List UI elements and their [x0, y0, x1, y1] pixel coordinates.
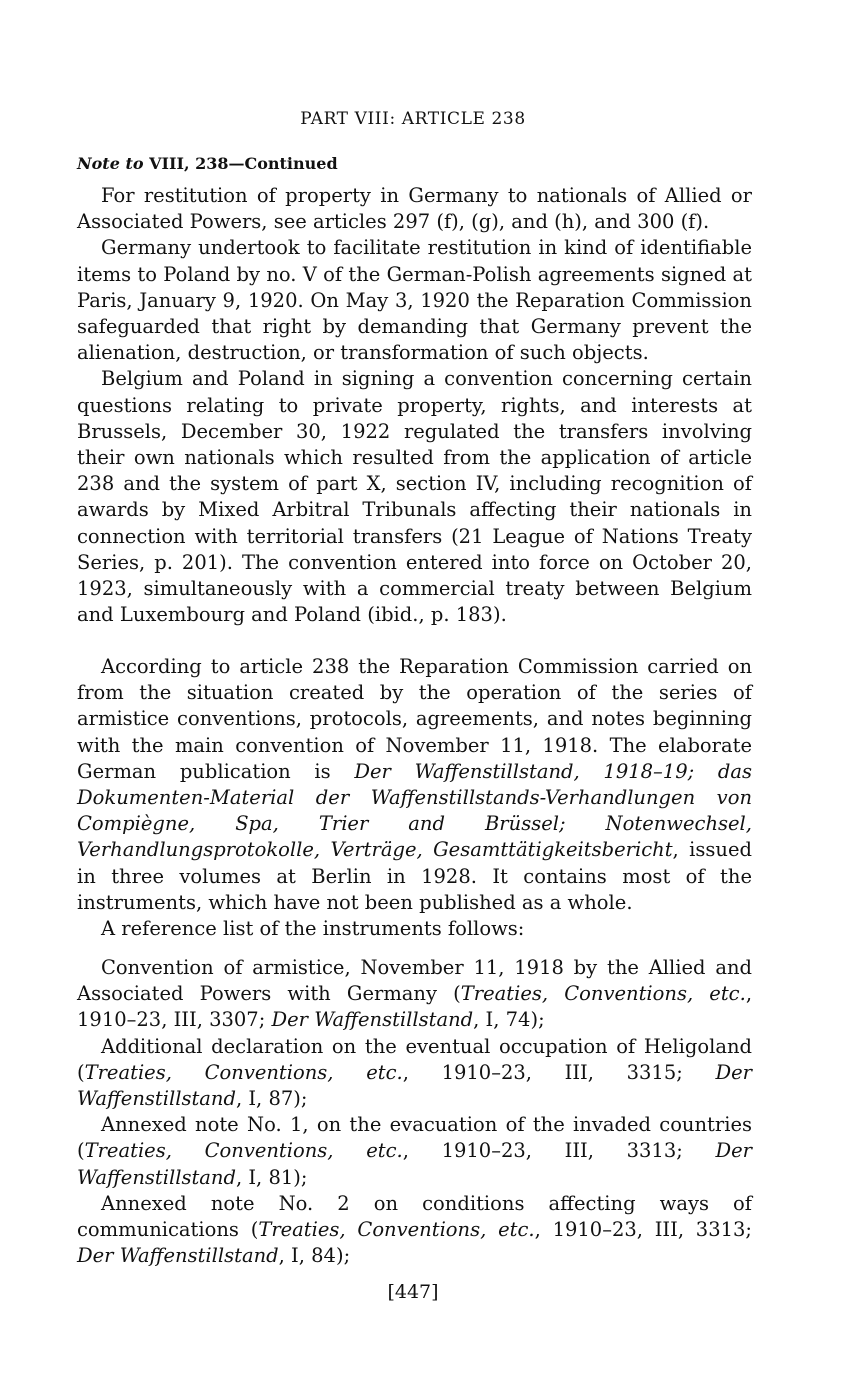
entry-citation: Treaties, Conventions, etc.	[258, 1218, 535, 1242]
entry-citation: Der Waffenstillstand	[77, 1060, 752, 1111]
note-label: VIII, 238—Continued	[149, 154, 338, 173]
entry-text: , I, 84);	[278, 1244, 351, 1268]
paragraph-reference-intro: A reference list of the instruments follows:	[101, 917, 525, 940]
entry-citation: Treaties, Conventions, etc.	[460, 982, 746, 1006]
running-head: PART VIII: ARTICLE 238	[300, 109, 526, 129]
instrument-entry	[77, 1191, 752, 1270]
reference-list-intro	[77, 916, 752, 942]
paragraph-poland-restitution: Germany undertook to facilitate restitution in kind of identifiable items to Poland by no. V of the German-Polish agreements signed at Paris, January 9, 1920. On May 3, 1920 the Reparation Commission safeguarded that right by demanding that Germany prevent the alienation, destruction, or transformation of such objects.	[77, 236, 752, 365]
entry-citation: Der Waffenstillstand	[77, 1139, 752, 1189]
entry-text: Annexed note No. 1, on the evacuation of the invaded countries (	[77, 1113, 752, 1163]
instrument-entry	[77, 1112, 752, 1191]
entry-text: , 1910–23, III, 3315;	[402, 1060, 716, 1084]
entry-text: , I, 87);	[235, 1087, 308, 1111]
entry-citation: Der Waffenstillstand	[77, 1244, 279, 1268]
instrument-entry	[77, 1034, 752, 1113]
paragraph-armistice	[77, 654, 752, 916]
entry-text: , I, 81);	[235, 1165, 308, 1189]
instrument-entry	[77, 955, 752, 1034]
paragraph-restitution-germany: For restitution of property in Germany to nationals of Allied or Associated Powers, see articles 297 (f), (g), and (h), and 300 (f).	[77, 184, 752, 234]
armistice-text-a: According to article 238 the Reparation Commission carried on from the situation created by the operation of the series of armistice conventions, protocols, agreements, and notes beginning with the main convention of November 11, 1918. The elaborate German publication is	[77, 655, 752, 783]
page-number: [447]	[387, 1281, 439, 1303]
armistice-section	[77, 654, 752, 916]
entry-text: , 1910–23, III, 3313;	[402, 1139, 716, 1163]
note-body	[77, 183, 752, 628]
publication-title: Der Waffenstillstand, 1918–19; das Dokumenten-Material der Waffenstillstands-Verhandlungen von Compiègne, Spa, Trier and Brüssel; Notenwechsel, Verhandlungsprotokolle, Verträge, Gesamttätigkeitsbericht	[77, 759, 752, 862]
entry-citation: Treaties, Conventions, etc.	[84, 1060, 403, 1084]
entry-text: , 1910–23, III, 3307;	[77, 982, 753, 1032]
entry-citation: Treaties, Conventions, etc.	[84, 1139, 403, 1163]
entry-text: , 1910–23, III, 3313;	[534, 1218, 753, 1242]
entry-text: Annexed note No. 2 on conditions affecting ways of communications (	[77, 1191, 752, 1242]
instrument-list	[77, 955, 752, 1269]
entry-text: Additional declaration on the eventual occupation of Heligoland (	[77, 1034, 752, 1084]
note-heading	[77, 154, 338, 173]
armistice-text-b: , issued in three volumes at Berlin in 1928. It contains most of the instruments, which have not been published as a whole.	[77, 838, 752, 914]
entry-text: Convention of armistice, November 11, 1918 by the Allied and Associated Powers with Germany (	[77, 956, 752, 1006]
note-prefix: Note to	[77, 154, 144, 173]
entry-citation: Der Waffenstillstand	[271, 1008, 474, 1032]
entry-text: , I, 74);	[473, 1008, 545, 1032]
paragraph-belgium-poland: Belgium and Poland in signing a convention concerning certain questions relating to private property, rights, and interests at Brussels, December 30, 1922 regulated the transfers involving their own nationals which resulted from the application of article 238 and the system of part X, section IV, including recognition of awards by Mixed Arbitral Tribunals affecting their nationals in connection with territorial transfers (21 League of Nations Treaty Series, p. 201). The convention entered into force on October 20, 1923, simultaneously with a commercial treaty between Belgium and Luxembourg and Poland (ibid., p. 183).	[77, 367, 752, 627]
